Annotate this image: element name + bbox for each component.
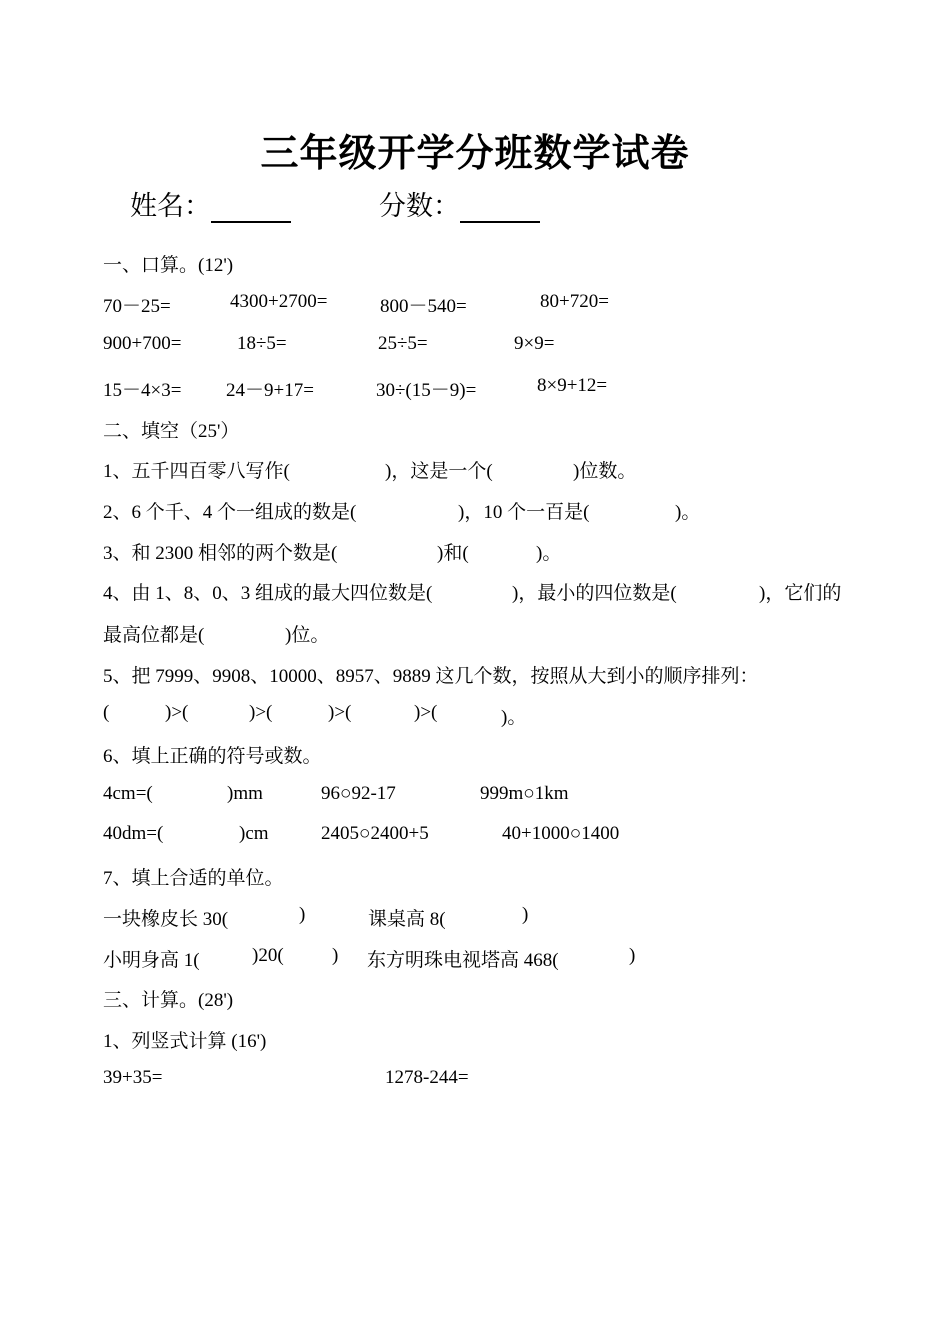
q3-text: )和( [437,543,469,564]
oral-item: 18÷5= [237,333,287,354]
q7-text: ) [522,904,529,925]
q7-text: )20( [252,945,284,966]
q6-text: )mm [227,783,263,804]
name-score-row [130,184,540,223]
fill-q7: 7、填上合适的单位。 [103,868,284,889]
fill-q6: 6、填上正确的符号或数。 [103,746,322,767]
oral-item: 25÷5= [378,333,428,354]
q6-text: 40dm=( [103,823,164,844]
q7-text: ) [629,945,636,966]
calc-item: 39+35= [103,1067,163,1088]
calc-item: 1278-244= [385,1067,469,1088]
fill-q5: 5、把 7999、9908、10000、8957、9889 这几个数，按照从大到小的顺序排列： [103,666,759,687]
q6-text: 96○92-17 [321,783,396,804]
q5-text: ( [103,702,110,723]
q5-text: )>( [328,702,352,723]
q3-text: )。 [536,543,562,564]
oral-item: 800－540= [380,296,467,317]
q6-text: 40+1000○1400 [502,823,620,844]
section3-sub1: 1、列竖式计算 (16') [103,1031,267,1052]
section3-heading: 三、计算。(28') [103,990,234,1011]
q4-text: 4、由 1、8、0、3 组成的最大四位数是( [103,583,433,604]
page-title: 三年级开学分班数学试卷 [260,130,690,175]
q6-text: 999m○1km [480,783,569,804]
q6-text: 4cm=( [103,783,153,804]
q7-text: ) [299,904,306,925]
q1-text: 1、五千四百零八写作( [103,461,290,482]
q5-text: )>( [414,702,438,723]
section2-heading: 二、填空（25'） [103,421,240,442]
q7-text: 课桌高 8( [368,909,446,930]
q3-text: 3、和 2300 相邻的两个数是( [103,543,338,564]
name-label: 姓名： [130,191,211,222]
q7-text: 小明身高 1( [103,950,200,971]
q7-text: ) [332,945,339,966]
q6-text: 2405○2400+5 [321,823,429,844]
oral-item: 30÷(15－9)= [376,380,477,401]
q1-text: )，这是一个( [385,461,493,482]
q4-text: )，它们的 [759,583,842,604]
q4-text: )，最小的四位数是( [512,583,677,604]
q2-text: )。 [675,502,701,523]
oral-item: 24－9+17= [226,380,314,401]
q7-text: 东方明珠电视塔高 468( [367,950,559,971]
q1-text: )位数。 [573,461,637,482]
q4-text: 最高位都是( [103,625,205,646]
q5-text: )>( [165,702,189,723]
section1-heading: 一、口算。(12') [103,255,234,276]
q4-text: )位。 [285,625,330,646]
q5-text: )。 [501,707,527,728]
score-blank[interactable] [460,191,540,223]
q5-text: )>( [249,702,273,723]
oral-item: 80+720= [540,291,609,312]
oral-item: 9×9= [514,333,555,354]
oral-item: 900+700= [103,333,182,354]
q7-text: 一块橡皮长 30( [103,909,229,930]
oral-item: 4300+2700= [230,291,328,312]
oral-item: 8×9+12= [537,375,608,396]
oral-item: 15－4×3= [103,380,182,401]
q2-text: 2、6 个千、4 个一组成的数是( [103,502,357,523]
q2-text: )，10 个一百是( [458,502,590,523]
q6-text: )cm [239,823,269,844]
oral-item: 70－25= [103,296,171,317]
name-blank[interactable] [211,191,291,223]
score-label: 分数： [379,191,460,222]
